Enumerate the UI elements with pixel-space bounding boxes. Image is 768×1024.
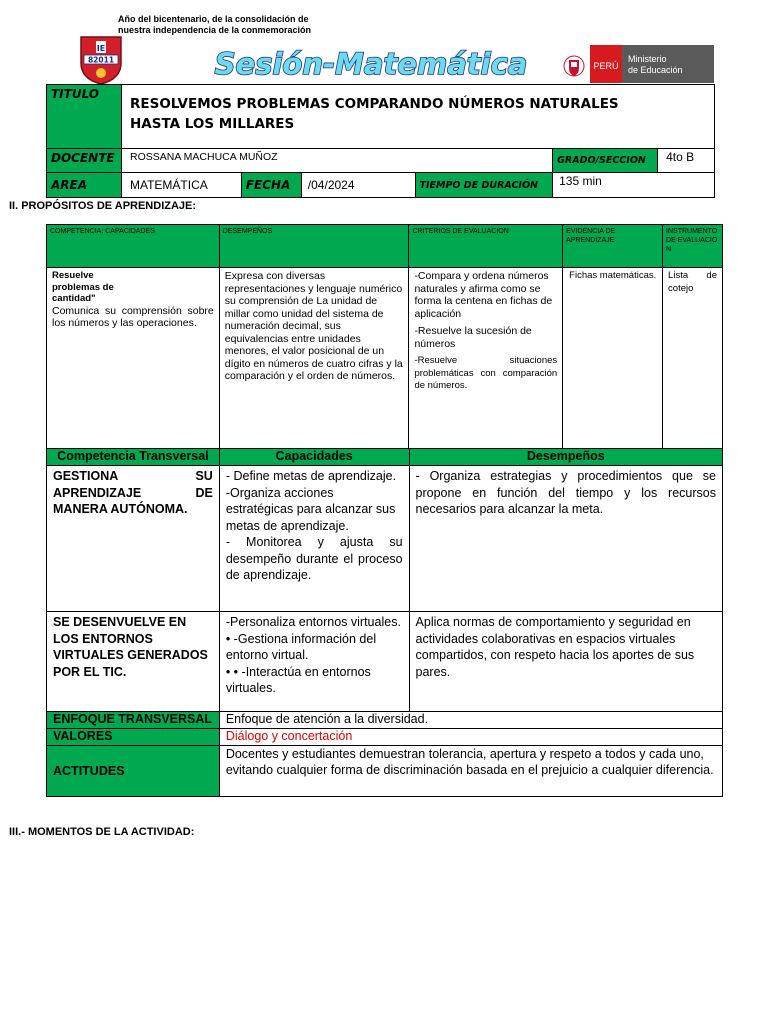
- competencia-entornos: SE DESENVUELVE EN LOS ENTORNOS VIRTUALES GENERADOS POR EL TIC.: [47, 612, 220, 712]
- actitudes-value: Docentes y estudiantes demuestran tolerancia, apertura y respeto a todos y cada uno, evitando cualquier forma de discriminación basada en el prejuicio a cualquier diferencia.: [219, 746, 722, 797]
- ministry-logo: [560, 45, 714, 83]
- area-label: AREA: [47, 173, 122, 198]
- year-text: Año del bicentenario, de la consolidación de nuestra independencia de la conmemoración: [118, 14, 312, 35]
- tiempo-label: TIEMPO DE DURACIÓN: [415, 173, 553, 198]
- desempenos-gestiona: - Organiza estrategias y procedimientos que se propone en función del tiempo y los recursos necesarios para alcanzar la meta.: [409, 466, 722, 612]
- capacidad-item: • • -Interactúa en entornos virtuales.: [225, 664, 371, 695]
- col-criterios: CRITERIOS DE EVALUACION: [409, 225, 563, 268]
- section-3-title: III.- MOMENTOS DE LA ACTIVIDAD:: [9, 826, 195, 838]
- capacidades-entornos: [219, 612, 409, 712]
- section-2-title: II. PROPÓSITOS DE APRENDIZAJE:: [9, 200, 197, 212]
- titulo-line2: HASTA LOS MILLARES: [129, 116, 295, 132]
- competencia-text: Comunica su comprensión sobre los números y las operaciones.: [52, 304, 214, 329]
- valores-label: VALORES: [47, 729, 220, 746]
- capacidades-gestiona: [219, 466, 409, 612]
- capacidad-item: - Monitorea y ajusta su desempeño durante el proceso de aprendizaje.: [225, 535, 403, 582]
- col-capacidades: Capacidades: [219, 449, 409, 466]
- evidencia-cell: Fichas matemáticas.: [563, 268, 663, 449]
- fecha-label: FECHA: [241, 173, 301, 198]
- criterio-3: -Resuelve situaciones problemáticas con comparación de números.: [414, 355, 558, 391]
- area-value: MATEMÁTICA: [121, 173, 241, 198]
- grado-value: 4to B: [658, 149, 715, 173]
- purposes-table: [46, 224, 723, 449]
- col-desempenos: DESEMPEÑOS: [219, 225, 409, 268]
- svg-text:IE: IE: [96, 44, 106, 53]
- capacidad-item: -Organiza acciones estratégicas para alcanzar sus metas de aprendizaje.: [225, 485, 396, 533]
- col-desempenos-transversal: Desempeños: [409, 449, 722, 466]
- competencia-title: Resuelve problemas de cantidad": [52, 270, 114, 304]
- titulo-line1: RESOLVEMOS PROBLEMAS COMPARANDO NÚMEROS NATURALES: [129, 96, 619, 112]
- country-label: PERÚ: [593, 61, 619, 71]
- desempenos-entornos: Aplica normas de comportamiento y seguridad en actividades colaborativas en espacios virtuales compartidos, con respeto hacia los aportes de sus pares.: [409, 612, 722, 712]
- session-info-table: [46, 84, 715, 198]
- enfoque-value: Enfoque de atención a la diversidad.: [219, 712, 722, 729]
- criterio-2: -Resuelve la sucesión de números: [414, 325, 532, 350]
- competencia-gestiona: GESTIONA SU APRENDIZAJE DE MANERA AUTÓNOMA.: [47, 466, 220, 612]
- actitudes-label: ACTITUDES: [47, 746, 220, 797]
- session-title: Sesión-Matemática: [214, 47, 528, 81]
- col-evidencia: EVIDENCIA DE APRENDIZAJE: [563, 225, 663, 268]
- ministry-line1: Ministerio: [628, 54, 667, 64]
- ministry-line2: de Educación: [628, 65, 683, 75]
- grado-label: GRADO/SECCION: [553, 149, 658, 173]
- criterio-1: -Compara y ordena números naturales y afirma como se forma la centena en fichas de aplicación: [414, 270, 553, 320]
- capacidad-item: -Personaliza entornos virtuales.: [225, 615, 401, 629]
- col-competencia-transversal: Competencia Transversal: [47, 449, 220, 466]
- col-instrumento: INSTRUMENTO DE EVALUACION: [663, 225, 723, 268]
- instrumento-cell: Lista de cotejo: [663, 268, 723, 449]
- titulo-label: TITULO: [47, 85, 122, 149]
- school-logo: [76, 33, 126, 85]
- criterios-cell: [409, 268, 563, 449]
- capacidad-item: - Define metas de aprendizaje.: [225, 469, 397, 483]
- competencia-cell: [47, 268, 220, 449]
- capacidad-item: • -Gestiona información del entorno virtual.: [225, 631, 377, 662]
- transversal-table: [46, 448, 723, 797]
- col-competencia: COMPETENCIA: CAPACIDADES: [47, 225, 220, 268]
- docente-label: DOCENTE: [47, 149, 122, 173]
- valores-value: Diálogo y concertación: [219, 729, 722, 746]
- titulo-value: [121, 85, 714, 149]
- docente-value: ROSSANA MACHUCA MUÑOZ: [121, 149, 552, 173]
- school-code: 82011: [87, 55, 115, 65]
- fecha-value: /04/2024: [301, 173, 415, 198]
- tiempo-value: 135 min: [553, 173, 715, 198]
- session-title-art: [214, 40, 528, 86]
- enfoque-label: ENFOQUE TRANSVERSAL: [47, 712, 220, 729]
- desempenos-cell: Expresa con diversas representaciones y lenguaje numérico su comprensión de La unidad de millar como unidad del sistema de numeración decimal, sus equivalencias entre unidades menores, el valor posicional de un dígito en números de cuatro cifras y la comparación y el orden de números.: [219, 268, 409, 449]
